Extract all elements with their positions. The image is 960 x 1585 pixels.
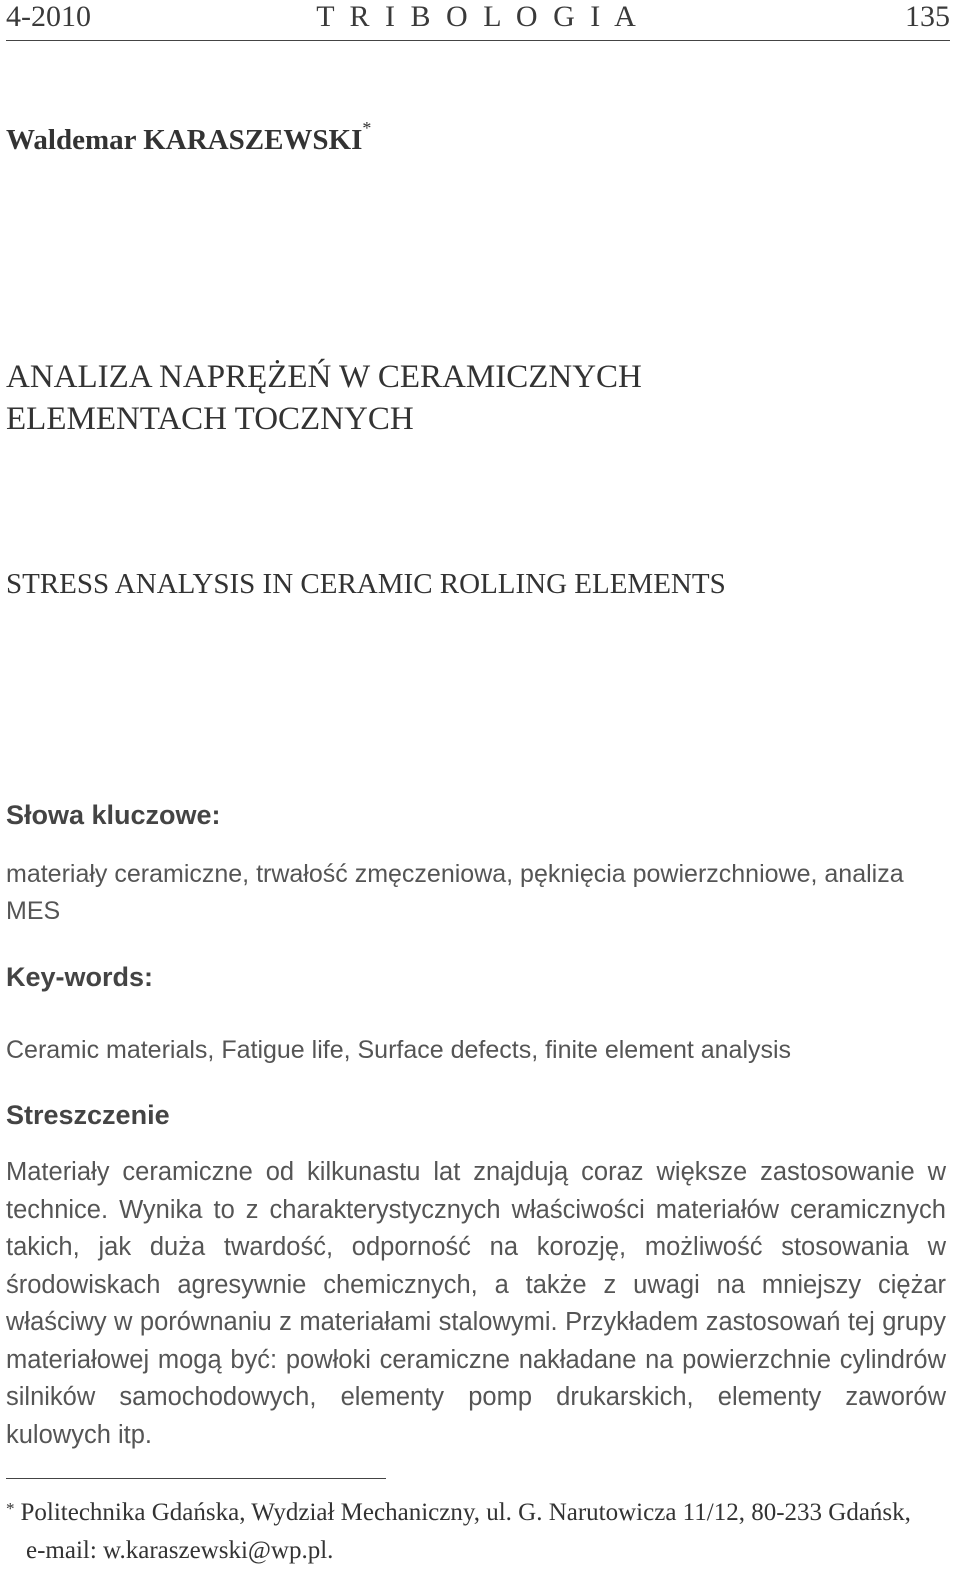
footnote-affiliation: Politechnika Gdańska, Wydział Mechaniczny, ul. G. Narutowicza 11/12, 80-233 Gdańsk, [20,1499,911,1526]
abstract-heading: Streszczenie [6,1100,170,1130]
keywords-en-text: Ceramic materials, Fatigue life, Surface defects, finite element analysis [6,1036,792,1064]
journal-name: T R I B O L O G I A [316,0,640,33]
footnote-affiliation-line [6,1494,950,1532]
abstract-text: Materiały ceramiczne od kilkunastu lat znajdują coraz większe zastosowanie w technice. Wynika to z charakterystycznych właściwości materiałów ceramicznych takich, jak duża twardość, odporność na korozję, możliwość stosowania w środowiskach agresywnie chemicznych, a także z uwagi na mniejszy ciężar właściwy w porównaniu z materiałami stalowymi. Przykładem zastosowań tej grupy materiałowej mogą być: powłoki ceramiczne nakładane na powierzchnie cylindrów silników samochodowych, elementy pomp drukarskich, elementy zaworów kulowych itp. [6,1158,946,1449]
author-name [6,118,372,157]
footnote-divider [6,1478,386,1479]
title-polish-line-1: ANALIZA NAPRĘŻEŃ W CERAMICZNYCH [6,359,642,395]
keywords-pl-heading: Słowa kluczowe: [6,800,221,830]
page-number: 135 [905,0,950,33]
running-header [6,0,950,41]
title-english: STRESS ANALYSIS IN CERAMIC ROLLING ELEMENTS [6,568,726,600]
issue-label: 4-2010 [6,0,91,33]
footnote-mark: * [6,1499,15,1518]
author-name-text: Waldemar KARASZEWSKI [6,124,363,156]
footnote [6,1494,950,1570]
title-polish [6,356,642,440]
footnote-email: e-mail: w.karaszewski@wp.pl. [26,1537,334,1564]
title-polish-line-2: ELEMENTACH TOCZNYCH [6,401,414,437]
keywords-en-heading: Key-words: [6,962,154,992]
keywords-pl-text: materiały ceramiczne, trwałość zmęczeniowa, pęknięcia powierzchniowe, analiza MES [6,860,904,925]
author-footnote-mark: * [362,118,372,138]
